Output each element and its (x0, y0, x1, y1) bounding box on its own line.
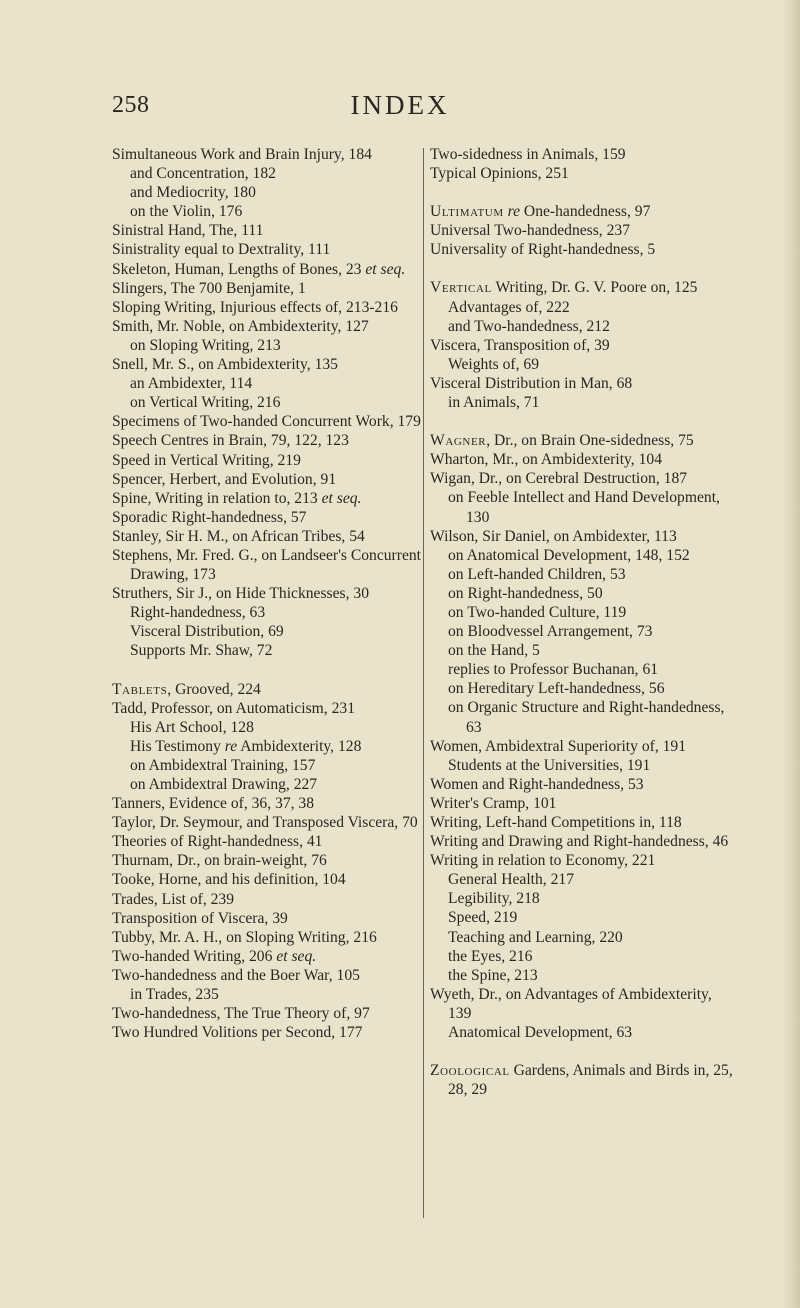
index-subentry: His Testimony re Ambidexterity, 128 (130, 737, 362, 755)
index-subentry: on Feeble Intellect and Hand Development, 130 (448, 489, 720, 526)
index-subentry: Advantages of, 222 (448, 298, 570, 316)
index-subentry: on the Violin, 176 (130, 203, 243, 221)
index-subentry: Speed, 219 (448, 909, 518, 927)
index-subentry: Right-handedness, 63 (130, 604, 266, 622)
index-subentry: on the Hand, 5 (448, 642, 540, 660)
index-entry: Transposition of Viscera, 39 (112, 909, 288, 927)
index-entry: Women, Ambidextral Superiority of, 191 (430, 737, 687, 755)
index-entry: Two-handedness and the Boer War, 105 (112, 966, 360, 984)
index-subentry: Teaching and Learning, 220 (448, 928, 623, 946)
index-entry: Snell, Mr. S., on Ambidexterity, 135 (112, 356, 338, 374)
index-subentry: the Eyes, 216 (448, 947, 533, 965)
index-subentry: in Trades, 235 (130, 986, 219, 1004)
index-entry: Spine, Writing in relation to, 213 et seq. (112, 489, 362, 507)
index-subentry: Visceral Distribution, 69 (130, 623, 284, 641)
index-subentry: on Ambidextral Drawing, 227 (130, 776, 318, 793)
index-subentry: the Spine, 213 (448, 966, 538, 984)
index-entry: Wharton, Mr., on Ambidexterity, 104 (430, 451, 662, 469)
index-entry: Tablets, Grooved, 224 (112, 680, 261, 698)
index-entry: Thurnam, Dr., on brain-weight, 76 (112, 852, 327, 870)
index-entry: Writing in relation to Economy, 221 (430, 852, 656, 870)
index-entry: Ultimatum re One-handedness, 97 (430, 203, 651, 221)
page-header (0, 88, 800, 128)
index-entry: Specimens of Two-handed Concurrent Work, 179 (112, 413, 421, 431)
index-entry: Stephens, Mr. Fred. G., on Landseer's Concurrent Drawing, 173 (112, 546, 421, 584)
index-subentry: Anatomical Development, 63 (448, 1024, 633, 1042)
index-entry: Theories of Right-handedness, 41 (112, 833, 323, 851)
index-entry: Wilson, Sir Daniel, on Ambidexter, 113 (430, 527, 677, 545)
index-subentry: on Two-handed Culture, 119 (448, 603, 627, 621)
index-entry: Two Hundred Volitions per Second, 177 (112, 1024, 363, 1042)
index-subentry: on Left-handed Children, 53 (448, 565, 626, 583)
index-entry: Sporadic Right-handedness, 57 (112, 508, 307, 526)
index-subentry: replies to Professor Buchanan, 61 (448, 661, 659, 679)
index-subentry: an Ambidexter, 114 (130, 375, 253, 393)
running-title: INDEX (350, 90, 450, 120)
index-entry: Writing and Drawing and Right-handedness, 46 (430, 833, 729, 851)
index-entry: Writing, Left-hand Competitions in, 118 (430, 814, 682, 831)
index-entry: Tanners, Evidence of, 36, 37, 38 (112, 795, 315, 813)
column-divider (423, 148, 424, 1218)
index-subentry: on Organic Structure and Right-handedness, 63 (448, 699, 725, 736)
page-number: 258 (112, 92, 150, 118)
index-entry: Speech Centres in Brain, 79, 122, 123 (112, 432, 349, 450)
index-entry: Writer's Cramp, 101 (430, 794, 557, 812)
index-column-left (112, 145, 424, 1042)
index-entry: Smith, Mr. Noble, on Ambidexterity, 127 (112, 317, 369, 335)
index-entry: Tooke, Horne, and his definition, 104 (112, 871, 346, 889)
index-subentry: on Right-handedness, 50 (448, 584, 603, 602)
index-column-right (430, 145, 734, 1099)
index-subentry: His Art School, 128 (130, 718, 254, 736)
index-subentry: on Vertical Writing, 216 (130, 394, 281, 412)
index-subentry: Weights of, 69 (448, 355, 539, 373)
index-entry: Two-sidedness in Animals, 159 (430, 146, 626, 163)
index-entry: Taylor, Dr. Seymour, and Transposed Viscera, 70 (112, 814, 418, 832)
index-entry: Trades, List of, 239 (112, 890, 235, 908)
index-subentry: on Bloodvessel Arrangement, 73 (448, 623, 653, 641)
index-entry: Tadd, Professor, on Automaticism, 231 (112, 699, 355, 717)
index-entry: Speed in Vertical Writing, 219 (112, 451, 301, 469)
index-entry: Skeleton, Human, Lengths of Bones, 23 et seq. (112, 260, 406, 278)
index-subentry: in Animals, 71 (448, 394, 540, 412)
index-subentry: on Sloping Writing, 213 (130, 336, 281, 354)
index-entry: Sinistral Hand, The, 111 (112, 222, 264, 240)
index-entry: Typical Opinions, 251 (430, 165, 569, 183)
index-subentry: Supports Mr. Shaw, 72 (130, 642, 273, 660)
index-entry: Visceral Distribution in Man, 68 (430, 374, 633, 392)
index-subentry: and Mediocrity, 180 (130, 184, 256, 202)
index-subentry: on Anatomical Development, 148, 152 (448, 546, 690, 564)
index-entry: Struthers, Sir J., on Hide Thicknesses, 30 (112, 585, 369, 603)
index-subentry: on Ambidextral Training, 157 (130, 756, 316, 774)
page-edge-shadow (782, 0, 800, 1308)
index-entry: Universal Two-handedness, 237 (430, 222, 630, 240)
index-entry: Stanley, Sir H. M., on African Tribes, 54 (112, 527, 365, 545)
index-subentry: and Two-handedness, 212 (448, 317, 610, 335)
index-entry: Simultaneous Work and Brain Injury, 184 (112, 146, 372, 163)
index-entry: Slingers, The 700 Benjamite, 1 (112, 279, 306, 297)
index-entry: Two-handed Writing, 206 et seq. (112, 947, 317, 965)
index-entry: Sinistrality equal to Dextrality, 111 (112, 241, 331, 259)
index-subentry: on Hereditary Left-handedness, 56 (448, 680, 665, 698)
index-entry: Wigan, Dr., on Cerebral Destruction, 187 (430, 470, 688, 488)
index-entry: Spencer, Herbert, and Evolution, 91 (112, 470, 337, 488)
index-subentry: General Health, 217 (448, 871, 574, 889)
index-subentry: Students at the Universities, 191 (448, 756, 651, 774)
index-entry: Two-handedness, The True Theory of, 97 (112, 1005, 370, 1023)
index-entry: Sloping Writing, Injurious effects of, 213-216 (112, 298, 398, 316)
index-entry: Universality of Right-handedness, 5 (430, 241, 656, 259)
index-entry: Zoological Gardens, Animals and Birds in, 25, 28, 29 (430, 1062, 733, 1099)
index-entry: Wagner, Dr., on Brain One-sidedness, 75 (430, 432, 694, 450)
index-subentry: Legibility, 218 (448, 890, 540, 908)
index-entry: Viscera, Transposition of, 39 (430, 336, 610, 354)
index-subentry: and Concentration, 182 (130, 165, 276, 183)
index-entry: Tubby, Mr. A. H., on Sloping Writing, 216 (112, 928, 377, 946)
index-entry: Wyeth, Dr., on Advantages of Ambidexterity, 139 (430, 985, 712, 1022)
index-entry: Vertical Writing, Dr. G. V. Poore on, 125 (430, 279, 698, 297)
index-entry: Women and Right-handedness, 53 (430, 775, 644, 793)
